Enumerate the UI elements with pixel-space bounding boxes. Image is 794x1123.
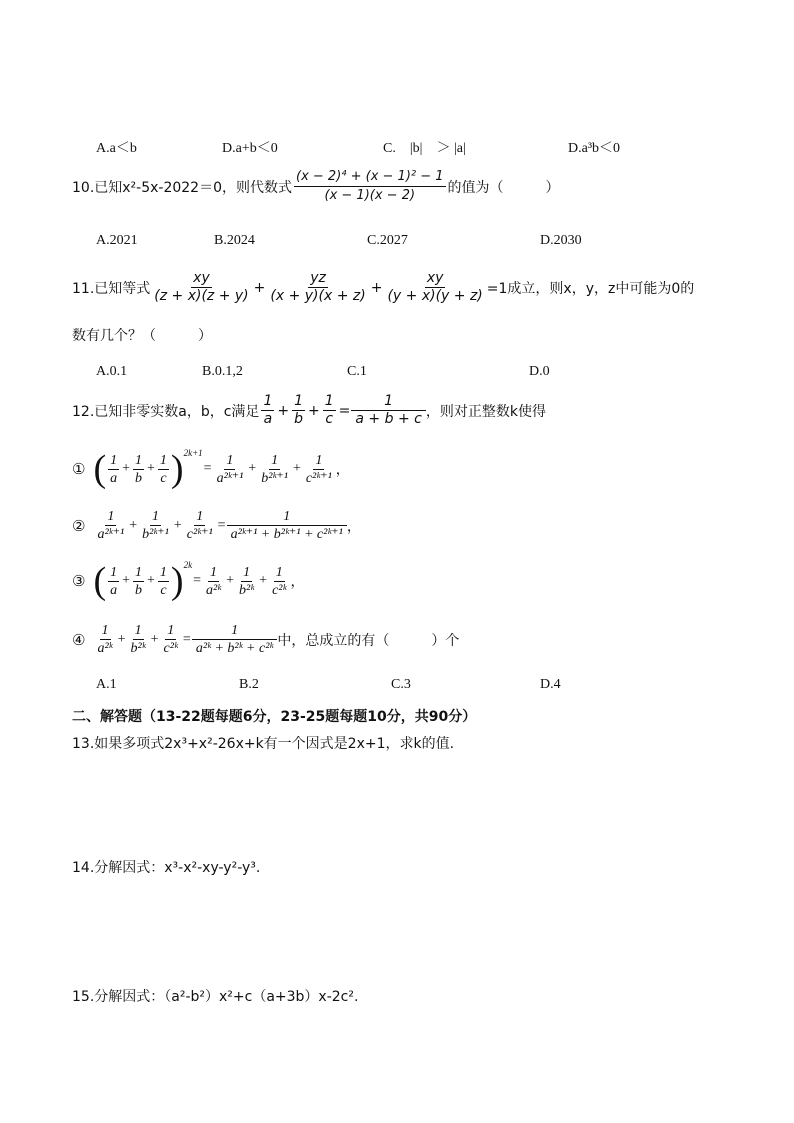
q12-statement-3: ③ ( 1 a + $\frac{1}{b}$ + $\frac{1}{c}$ ) 2k = $\frac{1}{\text{a²ᵏ}}$ + $\frac{1}{\text{b²ᵏ}}$ + $\frac{1}{\text{c²ᵏ}}$ ， — [72, 560, 305, 602]
q9-option-a: A.a＜b — [96, 141, 137, 156]
q9-option-b: D.a+b＜0 — [222, 141, 278, 156]
q12-option-a: A.1 — [96, 677, 117, 692]
q11-option-a: A.0.1 — [96, 364, 128, 379]
q11-equation-tail: =1成立，则x，y，z中可能为0的 — [486, 280, 695, 297]
q12-statement-1: ① ( 1 a + $\frac{1}{b}$ + $\frac{1}{c}$ ) 2k+1 = $\frac{1}{\text{a²ᵏ⁺¹}}$ + $\frac{1}{\text{b²ᵏ⁺¹}}$ + $\frac{1}{\text{c²ᵏ⁺¹}}$ ， — [72, 448, 350, 490]
q12-suffix: ，则对正整数k使得 — [425, 403, 546, 420]
q10-numerator: (x − 2)⁴ + (x − 1)² − 1 — [294, 168, 446, 187]
q12-option-d: D.4 — [540, 677, 561, 692]
q11-fraction-1: xy (z + x)(z + y) — [154, 270, 249, 304]
q12-option-b: B.2 — [239, 677, 259, 692]
q10-suffix: 的值为（ ） — [447, 179, 560, 196]
q13-text: 13.如果多项式2x³+x²-26x+k有一个因式是2x+1，求k的值. — [72, 736, 455, 752]
q14-text: 14.分解因式：x³-x²-xy-y²-y³. — [72, 860, 261, 876]
q11-stem: 11.已知等式 xy (z + x)(z + y) + $\frac{yz}{(x + y)(x + z)}$ + $\frac{xy}{(y + x)(y + z)}$ =1成立，则x，y，z中可能为0的 — [72, 270, 695, 304]
q11-fraction-3: $\frac{xy}{(y + x)(y + z)}$ — [387, 270, 483, 304]
q10-stem — [72, 168, 560, 205]
q10-option-b: B.2024 — [214, 233, 255, 248]
q11-fraction-2: $\frac{yz}{(x + y)(x + z)}$ — [270, 270, 366, 304]
q10-option-a: A.2021 — [96, 233, 138, 248]
q10-denominator: (x − 1)(x − 2) — [324, 188, 416, 203]
q10-option-d: D.2030 — [540, 233, 582, 248]
q11-prefix: 11.已知等式 — [72, 280, 151, 297]
q10-option-c: C.2027 — [367, 233, 408, 248]
q11-stem-line2: 数有几个？（ ） — [72, 328, 212, 344]
section-heading: 二、解答题（13-22题每题6分，23-25题每题10分，共90分） — [72, 709, 477, 725]
q11-option-b: B.0.1,2 — [202, 364, 243, 379]
q11-option-c: C.1 — [347, 364, 367, 379]
q10-prefix: 10.已知x²-5x-2022＝0，则代数式 — [72, 179, 292, 196]
q11-option-d: D.0 — [529, 364, 550, 379]
q10-fraction — [294, 168, 446, 205]
q9-option-d: D.a³b＜0 — [568, 141, 621, 156]
q12-statement-2: ② 1 a²ᵏ⁺¹ + $\frac{1}{\text{b²ᵏ⁺¹}}$ + $\frac{1}{\text{c²ᵏ⁺¹}}$ = $\frac{1}{\text{a²ᵏ⁺¹ + b²ᵏ⁺¹ + c²ᵏ⁺¹}}$ ， — [72, 509, 361, 542]
q12-stem: 12.已知非零实数a，b，c满足 1 a + $\frac{1}{b}$ + $\frac{1}{c}$ = $\frac{1}{a + b + c}$ ，则对正整数k使得 — [72, 393, 546, 427]
q12-prefix: 12.已知非零实数a，b，c满足 — [72, 403, 260, 420]
q15-text: 15.分解因式：（a²-b²）x²+c（a+3b）x-2c². — [72, 989, 359, 1005]
q9-option-c: C. |b| ＞ |a| — [383, 141, 466, 156]
q12-end: 中，总成立的有（ ）个 — [277, 632, 460, 649]
q12-option-c: C.3 — [391, 677, 411, 692]
q12-statement-4: ④ 1 a²ᵏ + $\frac{1}{\text{b²ᵏ}}$ + $\frac{1}{\text{c²ᵏ}}$ = $\frac{1}{\text{a²ᵏ + b²ᵏ + c²ᵏ}}$ 中，总成立的有（ ）个 — [72, 623, 460, 656]
